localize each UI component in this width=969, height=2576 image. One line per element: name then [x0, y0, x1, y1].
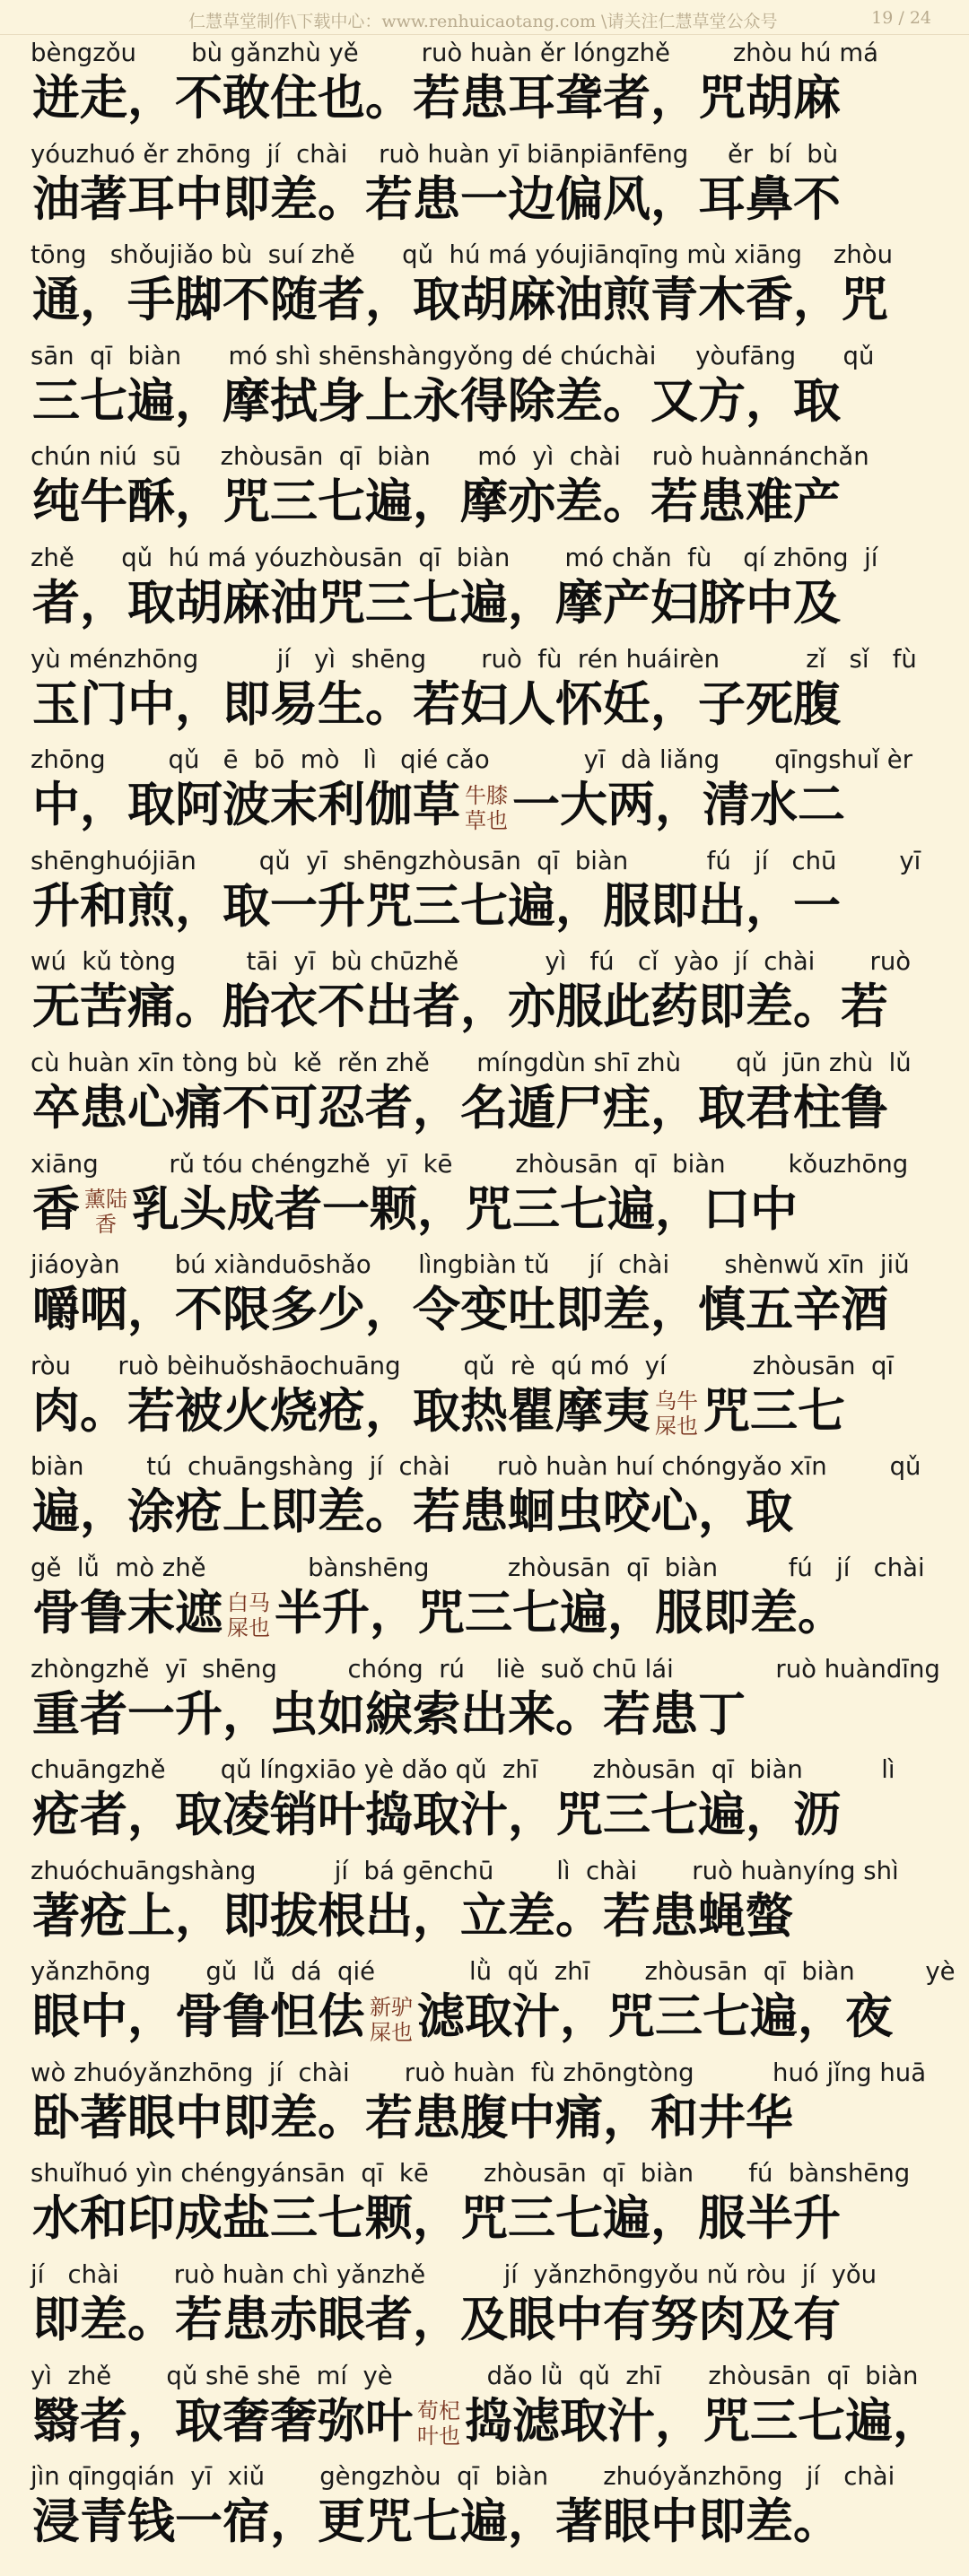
hanzi-line: [32, 2393, 940, 2450]
annotation-note-line: 屎也: [655, 1414, 698, 1440]
pinyin-line: shuǐhuó yìn chéngyánsān qī kē zhòusān qī biàn fú bànshēng: [31, 2159, 911, 2189]
text-line: [0, 1553, 969, 1654]
hanzi-line: [32, 1383, 845, 1440]
text-line: [0, 1249, 969, 1351]
text-line: [0, 139, 969, 240]
hanzi-text: 香: [32, 1181, 80, 1237]
pinyin-line: jiáoyàn bú xiànduōshǎo lìngbiàn tǔ jí chài shènwǔ xīn jiǔ: [31, 1250, 910, 1280]
hanzi-text: 浸青钱一宿，更咒七遍，著眼中即差。: [32, 2494, 841, 2550]
hanzi-text: 通，手脚不随者，取胡麻油煎青木香，咒: [32, 273, 888, 328]
text-line: [0, 1149, 969, 1250]
text-line: [0, 644, 969, 745]
hanzi-text: 中，取阿波末利伽草: [32, 778, 460, 833]
pinyin-line: chuāngzhě qǔ língxiāo yè dǎo qǔ zhī zhòusān qī biàn lì: [31, 1755, 895, 1785]
pinyin-line: gě lǚ mò zhě bànshēng zhòusān qī biàn fú jí chài: [31, 1553, 925, 1582]
hanzi-line: [32, 1888, 793, 1945]
text-line: [0, 341, 969, 442]
page-number: 19 / 24: [871, 8, 931, 28]
hanzi-text: 翳者，取奢奢弥叶: [32, 2393, 413, 2449]
annotation-note-line: 叶也: [417, 2424, 460, 2449]
pinyin-line: tōng shǒujiǎo bù suí zhě qǔ hú má yóujiānqīng mù xiāng zhòu: [31, 240, 894, 270]
hanzi-text: 三七遍，摩拭身上永得除差。又方，取: [32, 373, 841, 429]
hanzi-line: [32, 2090, 793, 2147]
hanzi-text: 即差。若患赤眼者，及眼中有努肉及有: [32, 2293, 841, 2348]
hanzi-line: [32, 979, 888, 1036]
pinyin-line: yóuzhuó ěr zhōng jí chài ruò huàn yī biānpiānfēng ěr bí bù: [31, 139, 839, 169]
text-line: [0, 2361, 969, 2462]
annotation-note-line: 薰陆: [84, 1186, 127, 1212]
hanzi-text: 玉门中，即易生。若妇人怀妊，子死腹: [32, 676, 841, 732]
pinyin-line: yì zhě qǔ shē shē mí yè dǎo lǜ qǔ zhī zhòusān qī biàn: [31, 2361, 919, 2390]
annotation-note-line: 屎也: [370, 2019, 413, 2045]
hanzi-line: [32, 777, 845, 834]
annotation-note-line: 乌牛: [655, 1388, 698, 1414]
annotation-note: [224, 1590, 273, 1640]
hanzi-line: [32, 1585, 845, 1642]
hanzi-line: [32, 1787, 841, 1844]
pinyin-line: wò zhuóyǎnzhōng jí chài ruò huàn fù zhōngtòng huó jǐng huā: [31, 2058, 927, 2087]
hanzi-text: 纯牛酥，咒三七遍，摩亦差。若患难产: [32, 474, 841, 530]
header-divider: [0, 34, 969, 35]
hanzi-text: 一大两，清水二: [512, 778, 845, 833]
text-line: [0, 1451, 969, 1553]
pinyin-line: jìn qīngqián yī xiǔ gèngzhòu qī biàn zhuóyǎnzhōng jí chài: [31, 2462, 895, 2492]
hanzi-text: 肉。若被火烧疮，取热瞿摩夷: [32, 1383, 650, 1439]
annotation-note-line: 牛膝: [465, 782, 508, 808]
header-title: 仁慧草堂制作\下载中心：www.renhuicaotang.com \请关注仁慧草堂公众号: [188, 12, 778, 31]
hanzi-text: 捣滤取汁，咒三七遍，: [465, 2393, 940, 2449]
hanzi-text: 卒患心痛不可忍者，名遁尸疰，取君柱鲁: [32, 1080, 888, 1136]
annotation-note-line: 新驴: [370, 1994, 413, 2020]
hanzi-text: 重者一升，虫如綟索出来。若患丁: [32, 1686, 746, 1742]
hanzi-line: [32, 2292, 841, 2349]
hanzi-text: 者，取胡麻油咒三七遍，摩产妇脐中及: [32, 575, 841, 631]
text-line: [0, 2461, 969, 2563]
hanzi-line: [32, 575, 841, 632]
hanzi-line: [32, 70, 841, 127]
hanzi-line: [32, 1989, 893, 2046]
text-line: [0, 441, 969, 543]
hanzi-line: [32, 474, 841, 531]
hanzi-text: 眼中，骨鲁怛佉: [32, 1989, 365, 2045]
pinyin-line: cù huàn xīn tòng bù kě rěn zhě míngdùn shī zhù qǔ jūn zhù lǔ: [31, 1048, 912, 1077]
hanzi-line: [32, 1080, 888, 1137]
text-line: [0, 846, 969, 947]
annotation-note-line: 荀杞: [417, 2398, 460, 2424]
hanzi-line: [32, 373, 841, 431]
pinyin-line: yù ménzhōng jí yì shēng ruò fù rén huáirèn zǐ sǐ fù: [31, 644, 917, 674]
pinyin-line: ròu ruò bèihuǒshāochuāng qǔ rè qú mó yí zhòusān qī: [31, 1351, 895, 1380]
hanzi-text: 油著耳中即差。若患一边偏风，耳鼻不: [32, 171, 841, 227]
text-line: [0, 239, 969, 341]
hanzi-text: 迸走，不敢住也。若患耳聋者，咒胡麻: [32, 71, 841, 126]
hanzi-line: [32, 171, 841, 229]
text-line: [0, 1654, 969, 1755]
hanzi-text: 著疮上，即拔根出，立差。若患蝇螫: [32, 1888, 793, 1944]
hanzi-text: 升和煎，取一升咒三七遍，服即出，一: [32, 878, 841, 934]
hanzi-text: 无苦痛。胎衣不出者，亦服此药即差。若: [32, 979, 888, 1035]
annotation-note-line: 白马: [227, 1590, 270, 1616]
pinyin-line: zhuóchuāngshàng jí bá gēnchū lì chài ruò huànyíng shì: [31, 1856, 899, 1885]
hanzi-text: 咒三七: [703, 1383, 845, 1439]
hanzi-text: 疮者，取凌销叶捣取汁，咒三七遍，沥: [32, 1788, 841, 1843]
annotation-note-line: 屎也: [227, 1615, 270, 1641]
hanzi-line: [32, 272, 888, 329]
hanzi-text: 半升，咒三七遍，服即差。: [275, 1585, 845, 1640]
pinyin-line: yǎnzhōng gǔ lǚ dá qié lǜ qǔ zhī zhòusān qī biàn yè: [31, 1957, 956, 1987]
pinyin-line: shēnghuójiān qǔ yī shēngzhòusān qī biàn fú jí chū yī: [31, 846, 921, 875]
pinyin-line: wú kǔ tòng tāi yī bù chūzhě yì fú cǐ yào jí chài ruò: [31, 947, 912, 977]
pinyin-line: zhě qǔ hú má yóuzhòusān qī biàn mó chǎn fù qí zhōng jí: [31, 543, 878, 572]
annotation-note: [462, 783, 511, 833]
text-line: [0, 1048, 969, 1149]
text-line: [0, 1754, 969, 1856]
pinyin-line: sān qī biàn mó shì shēnshàngyǒng dé chúchài yòufāng qǔ: [31, 341, 875, 370]
hanzi-line: [32, 1181, 798, 1239]
hanzi-text: 骨鲁末遮: [32, 1585, 223, 1640]
hanzi-text: 卧著眼中即差。若患腹中痛，和井华: [32, 2090, 793, 2145]
text-line: [0, 1351, 969, 1452]
hanzi-text: 滤取汁，咒三七遍，夜: [417, 1989, 893, 2045]
pinyin-line: zhòngzhě yī shēng chóng rú liè suǒ chū lái ruò huàndīng: [31, 1654, 940, 1684]
text-line: [0, 543, 969, 644]
annotation-note: [367, 1995, 415, 2045]
pinyin-line: biàn tú chuāngshàng jí chài ruò huàn huí chóngyǎo xīn qǔ: [31, 1452, 921, 1482]
hanzi-line: [32, 1484, 793, 1541]
hanzi-line: [32, 2493, 841, 2551]
hanzi-text: 遍，涂疮上即差。若患蛔虫咬心，取: [32, 1484, 793, 1540]
hanzi-line: [32, 1282, 888, 1339]
text-body: [0, 38, 969, 2563]
pinyin-line: bèngzǒu bù gǎnzhù yě ruò huàn ěr lóngzhě zhòu hú má: [31, 39, 878, 67]
pinyin-line: chún niú sū zhòusān qī biàn mó yì chài ruò huànnánchǎn: [31, 442, 869, 472]
hanzi-text: 嚼咽，不限多少，令变吐即差，慎五辛酒: [32, 1283, 888, 1338]
pinyin-line: jí chài ruò huàn chì yǎnzhě jí yǎnzhōngyǒu nǔ ròu jí yǒu: [31, 2260, 877, 2290]
annotation-note: [652, 1388, 701, 1439]
hanzi-line: [32, 676, 841, 734]
text-line: [0, 946, 969, 1048]
hanzi-line: [32, 878, 841, 936]
text-line: [0, 1856, 969, 1957]
text-line: [0, 744, 969, 846]
text-line: [0, 2058, 969, 2159]
annotation-note-line: 香: [95, 1211, 117, 1237]
pinyin-line: zhōng qǔ ē bō mò lì qié cǎo yī dà liǎng qīngshuǐ èr: [31, 745, 913, 775]
annotation-note: [82, 1187, 130, 1237]
text-line: [0, 2259, 969, 2361]
hanzi-line: [32, 1686, 746, 1744]
text-line: [0, 1956, 969, 2058]
text-line: [0, 2158, 969, 2259]
page-header: [0, 0, 969, 36]
hanzi-text: 乳头成者一颗，咒三七遍，口中: [132, 1181, 798, 1237]
hanzi-line: [32, 2190, 841, 2248]
text-line: [0, 38, 969, 139]
annotation-note: [415, 2398, 463, 2449]
hanzi-text: 水和印成盐三七颗，咒三七遍，服半升: [32, 2191, 841, 2247]
pinyin-line: xiāng rǔ tóu chéngzhě yī kē zhòusān qī biàn kǒuzhōng: [31, 1149, 909, 1179]
annotation-note-line: 草也: [465, 807, 508, 833]
